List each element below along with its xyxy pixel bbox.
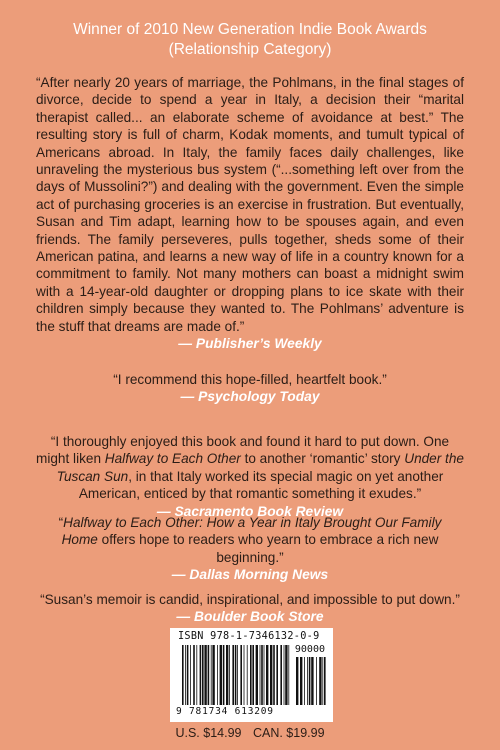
barcode-bar (237, 645, 238, 705)
review-source: — Psychology Today (180, 389, 320, 405)
barcode-bar (187, 645, 189, 705)
barcode-bar (244, 645, 245, 705)
award-title: Winner of 2010 New Generation Indie Book Awards (73, 21, 427, 38)
barcode-bar (266, 645, 268, 705)
barcode-bar (208, 645, 210, 705)
barcode-bar (276, 645, 278, 705)
review-boulder-book-store (36, 591, 464, 626)
review-dallas-morning-news (36, 514, 464, 584)
barcode-bar (285, 645, 287, 705)
award-banner (0, 20, 500, 60)
barcode-bar (300, 657, 302, 705)
barcode-bar (324, 657, 326, 705)
price-us: U.S. $14.99 (175, 726, 242, 740)
barcode-bar (256, 645, 258, 705)
barcode-bar (185, 645, 186, 705)
barcode-bar (296, 657, 298, 705)
barcode-bar (217, 645, 218, 705)
barcode-bar (211, 645, 212, 705)
barcode-bar (196, 645, 197, 705)
barcode-bar (200, 645, 202, 705)
review-text: “I recommend this hope-filled, heartfelt book.” (113, 372, 387, 387)
barcode-bar (202, 645, 204, 705)
barcode-bar (240, 645, 242, 705)
barcode-bar (220, 645, 222, 705)
book-title: Under the Tuscan Sun (56, 451, 464, 484)
barcode-bar (182, 645, 184, 705)
barcode-bar (235, 645, 237, 705)
barcode-bar (270, 645, 272, 705)
review-source: — Boulder Book Store (176, 609, 324, 625)
barcode-bar (284, 645, 285, 705)
barcode-bar (260, 645, 261, 705)
barcode-bar (261, 645, 263, 705)
review-source: — Sacramento Book Review (156, 503, 344, 519)
barcode-bar (229, 645, 230, 705)
barcode-bar (223, 645, 225, 705)
review-sacramento-book-review (36, 433, 464, 521)
isbn-number: ISBN 978-1-7346132-0-9 (178, 631, 320, 642)
barcode-bar (212, 645, 214, 705)
barcode-bar (247, 645, 248, 705)
barcode-bar (309, 657, 311, 705)
barcode-bar (322, 657, 323, 705)
review-text: “Susan’s memoir is candid, inspirational, and impossible to put down.” (40, 592, 460, 607)
barcode-addon-digits: 90000 (294, 644, 325, 655)
barcode-bar (288, 645, 289, 705)
barcode-bar (193, 645, 195, 705)
book-title: Halfway to Each Other: How a Year in Italy Brought Our Family Home (61, 515, 442, 548)
barcode-bar (319, 657, 321, 705)
barcode-bar (226, 645, 228, 705)
review-text: “I thoroughly enjoyed this book and found it hard to put down. One might liken Halfway to Each Other to another ‘romantic’ story Under the Tuscan Sun, in that Italy worked its special magic on yet another American, enticed by that romantic something it exudes.” (36, 434, 464, 502)
review-psychology-today (36, 371, 464, 406)
award-category: (Relationship Category) (168, 41, 332, 58)
book-title: Halfway to Each Other (104, 451, 241, 467)
review-publishers-weekly (36, 74, 464, 353)
barcode-bar (304, 657, 305, 705)
barcode-bar (252, 645, 254, 705)
barcode-ean-digits: 9 781734 613209 (176, 706, 274, 717)
barcode-bar (307, 657, 308, 705)
barcode-bar (190, 645, 191, 705)
review-source: — Dallas Morning News (171, 567, 329, 583)
review-text: “Halfway to Each Other: How a Year in Italy Brought Our Family Home offers hope to readers who yearn to embrace a rich new beginning.” (58, 515, 442, 565)
barcode-bar (280, 645, 282, 705)
price-can: CAN. $19.99 (252, 726, 325, 740)
review-source: — Publisher’s Weekly (178, 336, 322, 352)
review-text: “After nearly 20 years of marriage, the Pohlmans, in the final stages of divorce, decide to spend a year in Italy, a decision their “marital therapist called... an elaborate scheme of avoidance at best.” The resulting story is full of charm, Kodak moments, and tumult typical of Americans abroad. In Italy, the family faces daily challenges, like unraveling the mysterious bus system (“...something left over from the days of Mussolini?”) and dealing with the government. Even the simple act of purchasing groceries is an exercise in frustration. But eventually, Susan and Tim adapt, learning how to be spouses again, and even friends. The family perseveres, pulls together, sheds some of their American patina, and learns a new way of life in a country known for a commitment to family. Not many mothers can boast a midnight swim with a 14-year-old daughter or dropping plans to ice skate with their children simply because they wanted to. The Pohlmans’ adventure is the stuff that dreams are made of.” (36, 75, 464, 334)
barcode-bar (204, 645, 206, 705)
barcode-bar (316, 657, 317, 705)
isbn-barcode (170, 628, 333, 722)
barcode-bar (232, 645, 234, 705)
barcode-bar (311, 657, 313, 705)
barcode-bar (273, 645, 275, 705)
price-line (0, 726, 500, 740)
barcode-bar (264, 645, 265, 705)
barcode-bar (250, 645, 252, 705)
